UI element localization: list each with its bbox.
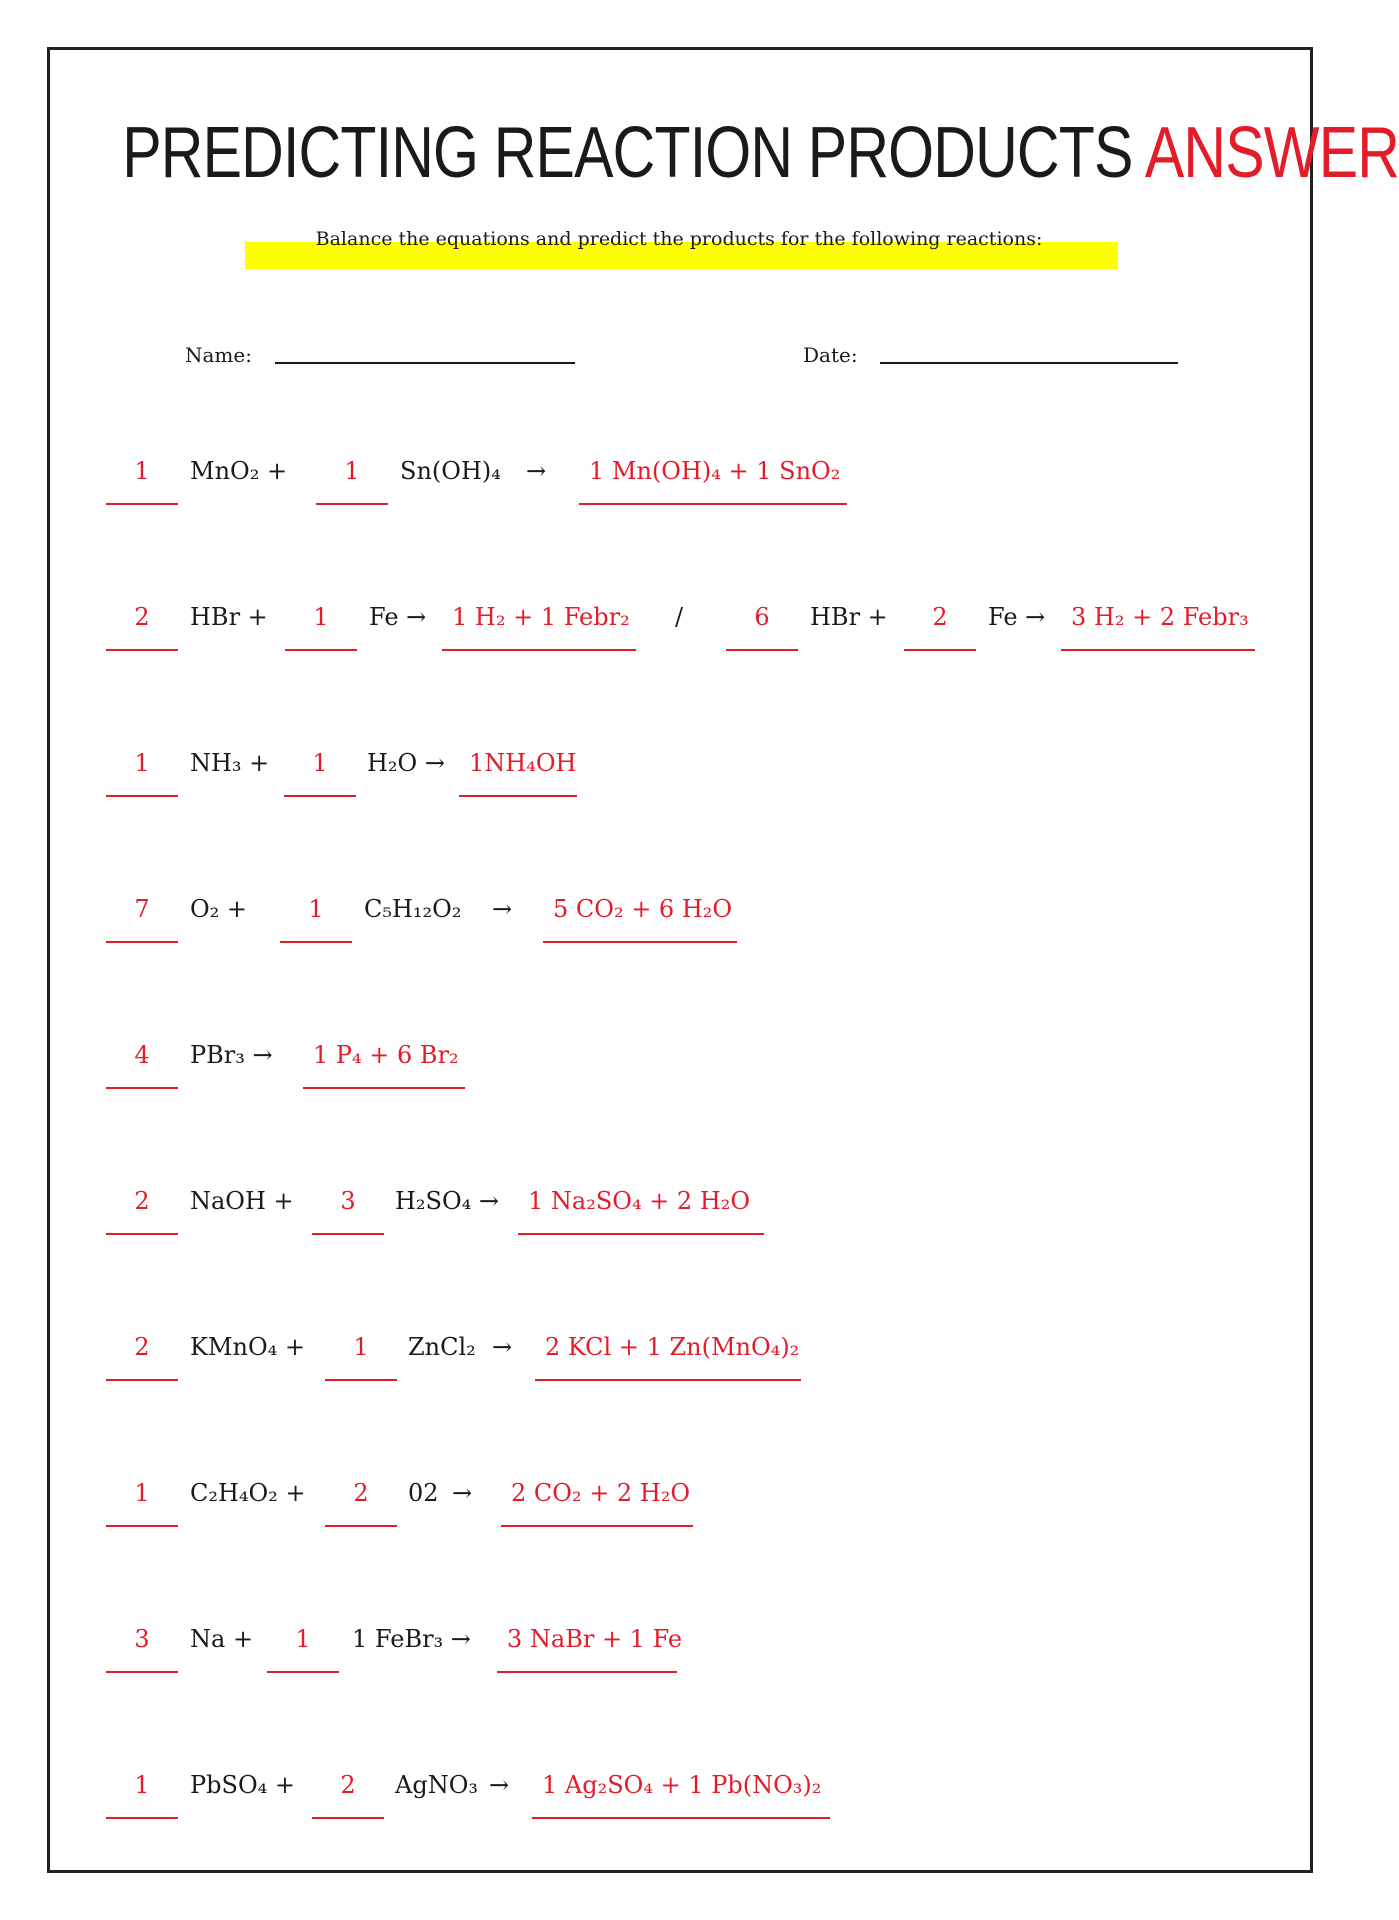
product-answer[interactable]: 1NH₄OH [459,747,577,797]
coefficient-blank[interactable]: 2 [106,601,178,651]
coefficient-blank[interactable]: 3 [106,1623,178,1673]
arrow: → [452,1479,473,1507]
reactant: PBr₃ → [190,1041,273,1069]
name-label: Name: [185,343,252,367]
reaction-row [0,601,1358,661]
reactant: Fe → [988,603,1046,631]
coefficient-blank[interactable]: 1 [284,747,356,797]
product-answer[interactable]: 1 Ag₂SO₄ + 1 Pb(NO₃)₂ [532,1769,830,1819]
reactant: PbSO₄ + [190,1771,295,1799]
coefficient-blank[interactable]: 2 [904,601,976,651]
reaction-row [0,1623,1358,1683]
reactant: HBr + [190,603,268,631]
product-answer[interactable]: 1 H₂ + 1 Febr₂ [442,601,636,651]
product-answer[interactable]: 3 NaBr + 1 Fe [497,1623,677,1673]
reactant: H₂O → [367,749,445,777]
coefficient-blank[interactable]: 1 [106,455,178,505]
reactant: C₅H₁₂O₂ [364,895,462,923]
date-label: Date: [803,343,858,367]
reactant: NH₃ + [190,749,270,777]
coefficient-blank[interactable]: 1 [106,747,178,797]
reactant: AgNO₃ [395,1771,478,1799]
coefficient-blank[interactable]: 1 [285,601,357,651]
coefficient-blank[interactable]: 7 [106,893,178,943]
reactant: NaOH + [190,1187,294,1215]
coefficient-blank[interactable]: 1 [106,1769,178,1819]
product-answer[interactable]: 5 CO₂ + 6 H₂O [543,893,737,943]
coefficient-blank[interactable]: 1 [316,455,388,505]
arrow: → [492,1333,513,1361]
reactant: 1 FeBr₃ → [352,1625,471,1653]
reaction-row [0,455,1358,515]
coefficient-blank[interactable]: 1 [267,1623,339,1673]
title-answer: ANSWER [1144,113,1399,193]
coefficient-blank[interactable]: 4 [106,1039,178,1089]
product-answer[interactable]: 1 Na₂SO₄ + 2 H₂O [518,1185,764,1235]
reactant: MnO₂ + [190,457,288,485]
reaction-row [0,1769,1358,1829]
reaction-row [0,1039,1358,1099]
reactant: 02 [408,1479,439,1507]
reaction-row [0,893,1358,953]
coefficient-blank[interactable]: 2 [325,1477,397,1527]
reactant: KMnO₄ + [190,1333,305,1361]
reaction-row [0,1477,1358,1537]
arrow: → [492,895,513,923]
reactant: Na + [190,1625,254,1653]
coefficient-blank[interactable]: 1 [106,1477,178,1527]
product-answer[interactable]: 1 P₄ + 6 Br₂ [303,1039,465,1089]
product-answer[interactable]: 2 KCl + 1 Zn(MnO₄)₂ [535,1331,801,1381]
reactant: ZnCl₂ [408,1333,476,1361]
coefficient-blank[interactable]: 1 [325,1331,397,1381]
date-field[interactable] [880,362,1178,364]
product-answer[interactable]: 1 Mn(OH)₄ + 1 SnO₂ [579,455,847,505]
coefficient-blank[interactable]: 6 [726,601,798,651]
page-title [122,112,1399,194]
reaction-row [0,1331,1358,1391]
page-border [47,47,1313,1873]
reactant: HBr + [810,603,888,631]
coefficient-blank[interactable]: 3 [312,1185,384,1235]
title-main: PREDICTING REACTION PRODUCTS [122,113,1145,193]
arrow: → [526,457,547,485]
name-field[interactable] [275,362,575,364]
reaction-row [0,747,1358,807]
reaction-row [0,1185,1358,1245]
reactant: C₂H₄O₂ + [190,1479,306,1507]
reactant: Fe → [369,603,427,631]
reactant: H₂SO₄ → [395,1187,500,1215]
coefficient-blank[interactable]: 1 [280,893,352,943]
coefficient-blank[interactable]: 2 [106,1331,178,1381]
arrow: → [489,1771,510,1799]
instructions: Balance the equations and predict the products for the following reactions: [315,228,1043,250]
reactant: O₂ + [190,895,248,923]
reactant: Sn(OH)₄ [400,457,501,485]
product-answer[interactable]: 2 CO₂ + 2 H₂O [501,1477,693,1527]
separator: / [675,603,684,631]
product-answer[interactable]: 3 H₂ + 2 Febr₃ [1061,601,1255,651]
coefficient-blank[interactable]: 2 [312,1769,384,1819]
coefficient-blank[interactable]: 2 [106,1185,178,1235]
